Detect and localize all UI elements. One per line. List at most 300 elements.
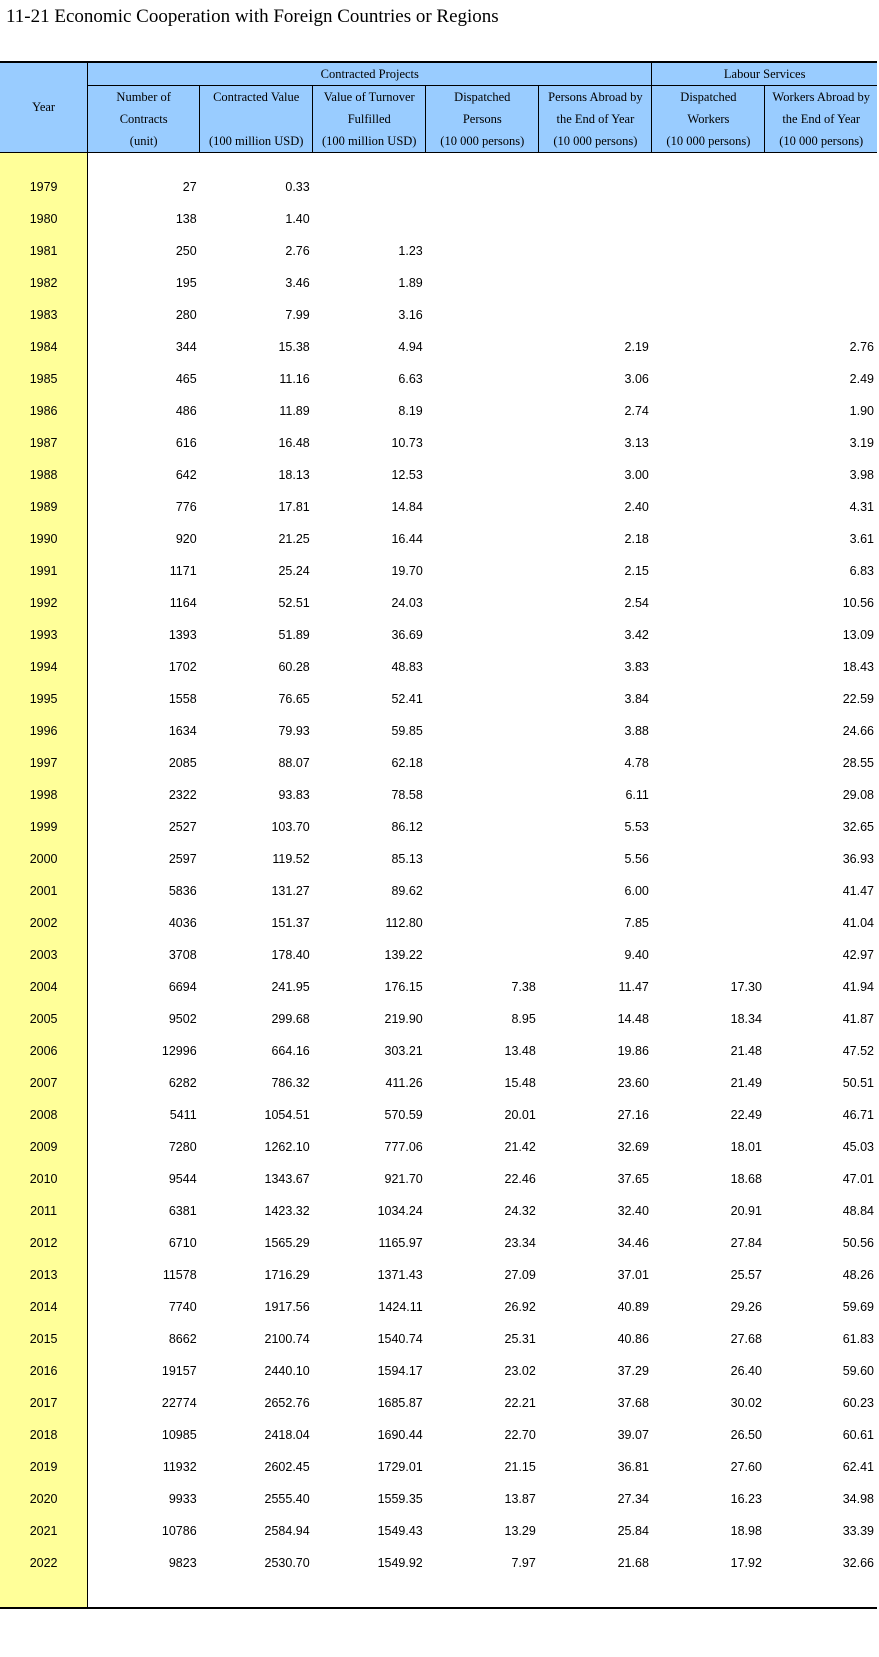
table-row [0,203,877,235]
table-header [0,62,877,153]
dispatched-workers-cell [652,747,765,779]
dispatched-persons-cell: 21.15 [504,1460,536,1474]
contracted-value-cell: 664.16 [271,1044,310,1058]
dispatched-workers-cell [652,683,765,715]
persons-abroad-end-of-year-cell: 34.46 [617,1236,649,1250]
dispatched-workers-cell: 18.01 [730,1140,762,1154]
year-cell: 2002 [0,907,88,939]
dispatched-workers-cell [652,907,765,939]
year-cell: 2012 [0,1227,88,1259]
number-of-contracts-cell: 7280 [168,1140,197,1154]
contracted-value-cell: 11.16 [279,372,310,386]
workers-abroad-end-of-year-cell: 24.66 [842,724,874,738]
year-cell: 1981 [0,235,88,267]
dispatched-persons-cell [426,395,539,427]
value-of-turnover-fulfilled-cell: 1371.43 [377,1268,423,1282]
number-of-contracts-cell: 6694 [168,980,197,994]
workers-abroad-end-of-year-cell: 2.49 [849,372,874,386]
number-of-contracts-cell: 1164 [169,596,197,610]
table-row [0,1483,877,1515]
year-cell: 2005 [0,1003,88,1035]
persons-abroad-end-of-year-cell: 21.68 [617,1556,649,1570]
contracted-value-cell: 1054.51 [264,1108,310,1122]
number-of-contracts-cell: 1171 [169,564,197,578]
table-row [0,1387,877,1419]
workers-abroad-end-of-year-cell: 4.31 [849,500,874,514]
dispatched-persons-cell [426,235,539,267]
contracted-value-cell: 2652.76 [264,1396,310,1410]
dispatched-workers-cell [652,587,765,619]
dispatched-persons-cell [426,523,539,555]
dispatched-workers-cell [652,203,765,235]
table-row [0,1131,877,1163]
number-of-contracts-cell: 1634 [168,724,197,738]
contracted-value-cell: 1716.29 [264,1268,310,1282]
value-of-turnover-fulfilled-cell: 176.15 [384,980,423,994]
contracted-value-cell: 2100.74 [264,1332,310,1346]
contracted-value-cell: 2530.70 [264,1556,310,1570]
value-of-turnover-fulfilled-column-header [313,86,426,153]
persons-abroad-end-of-year-cell: 3.06 [624,372,649,386]
dispatched-persons-cell: 7.38 [511,980,536,994]
persons-abroad-end-of-year-cell: 2.40 [624,500,649,514]
year-cell: 1984 [0,331,88,363]
contracted-value-cell: 786.32 [271,1076,310,1090]
contracted-value-cell: 1.40 [285,212,310,226]
persons-abroad-end-of-year-cell [539,267,652,299]
table-row [0,171,877,203]
number-of-contracts-cell: 4036 [168,916,197,930]
page-title: 11-21 Economic Cooperation with Foreign Countries or Regions [6,6,499,27]
table-row [0,363,877,395]
value-of-turnover-fulfilled-cell: 139.22 [384,948,423,962]
contracted-value-cell: 2555.40 [264,1492,310,1506]
dispatched-workers-cell [652,331,765,363]
bottom-cell [539,1579,652,1608]
column-header-line: Value of Turnover [323,90,415,104]
table-row [0,619,877,651]
year-cell: 1990 [0,523,88,555]
dispatched-persons-cell [426,875,539,907]
column-header-line [200,108,312,130]
value-of-turnover-fulfilled-cell: 62.18 [391,756,423,770]
year-cell: 1994 [0,651,88,683]
contracted-value-cell: 16.48 [278,436,310,450]
column-header-line: (10 000 persons) [666,134,751,148]
workers-abroad-end-of-year-cell: 29.08 [842,788,874,802]
persons-abroad-end-of-year-cell: 27.16 [617,1108,649,1122]
workers-abroad-end-of-year-cell: 1.90 [849,404,874,418]
spacer-cell [652,153,765,172]
contracted-value-cell: 299.68 [271,1012,310,1026]
bottom-cell [313,1579,426,1608]
dispatched-persons-cell: 26.92 [504,1300,536,1314]
number-of-contracts-cell: 8662 [168,1332,197,1346]
workers-abroad-end-of-year-cell: 18.43 [842,660,874,674]
persons-abroad-end-of-year-cell: 5.53 [624,820,649,834]
value-of-turnover-fulfilled-cell: 1559.35 [377,1492,423,1506]
year-cell: 1998 [0,779,88,811]
persons-abroad-end-of-year-cell: 4.78 [624,756,649,770]
contracted-value-cell: 88.07 [278,756,310,770]
workers-abroad-end-of-year-cell: 50.51 [842,1076,874,1090]
dispatched-persons-cell [426,907,539,939]
number-of-contracts-cell: 10786 [161,1524,197,1538]
persons-abroad-end-of-year-column-header [539,86,652,153]
contracted-value-cell: 151.37 [271,916,310,930]
value-of-turnover-fulfilled-cell: 52.41 [391,692,423,706]
contracted-value-cell: 0.33 [285,180,310,194]
dispatched-persons-cell: 24.32 [504,1204,536,1218]
dispatched-workers-cell: 18.34 [730,1012,762,1026]
workers-abroad-end-of-year-cell: 41.04 [842,916,874,930]
number-of-contracts-cell: 11932 [162,1460,197,1474]
value-of-turnover-fulfilled-cell: 6.63 [398,372,423,386]
persons-abroad-end-of-year-cell [539,299,652,331]
year-cell: 1979 [0,171,88,203]
dispatched-workers-cell [652,267,765,299]
dispatched-persons-cell [426,171,539,203]
persons-abroad-end-of-year-cell: 32.69 [617,1140,649,1154]
table-row [0,1195,877,1227]
dispatched-persons-cell [426,331,539,363]
column-header-line: the End of Year [782,112,861,126]
value-of-turnover-fulfilled-cell: 1549.43 [377,1524,423,1538]
persons-abroad-end-of-year-cell: 3.88 [624,724,649,738]
table-row [0,1067,877,1099]
table-row [0,683,877,715]
column-header-line: Fulfilled [347,112,391,126]
year-cell: 1996 [0,715,88,747]
year-cell: 1993 [0,619,88,651]
value-of-turnover-fulfilled-cell: 1685.87 [377,1396,423,1410]
persons-abroad-end-of-year-cell: 37.01 [617,1268,649,1282]
persons-abroad-end-of-year-cell: 40.86 [617,1332,649,1346]
number-of-contracts-cell: 2527 [168,820,197,834]
persons-abroad-end-of-year-cell: 3.00 [624,468,649,482]
value-of-turnover-fulfilled-cell: 1549.92 [377,1556,423,1570]
column-header-line: (100 million USD) [322,134,417,148]
dispatched-persons-cell [426,459,539,491]
dispatched-workers-cell [652,459,765,491]
column-header-line: Number of [116,90,171,104]
contracted-value-cell: 1262.10 [264,1140,310,1154]
workers-abroad-end-of-year-cell: 33.39 [842,1524,874,1538]
dispatched-workers-cell: 26.40 [730,1364,762,1378]
column-header-line: Dispatched [454,90,511,104]
number-of-contracts-cell: 1558 [168,692,197,706]
dispatched-persons-cell: 27.09 [504,1268,536,1282]
table-row [0,1099,877,1131]
number-of-contracts-cell: 19157 [161,1364,197,1378]
contracted-value-cell: 2602.45 [264,1460,310,1474]
table-row [0,747,877,779]
contracted-value-cell: 7.99 [285,308,310,322]
contracted-value-cell: 3.46 [285,276,310,290]
number-of-contracts-cell: 2085 [168,756,197,770]
year-cell: 2001 [0,875,88,907]
table-row [0,1227,877,1259]
year-cell: 2016 [0,1355,88,1387]
value-of-turnover-fulfilled-cell: 86.12 [391,820,423,834]
table-row [0,523,877,555]
dispatched-workers-cell [652,875,765,907]
spacer-cell [765,153,877,172]
dispatched-persons-cell [426,363,539,395]
year-cell: 2020 [0,1483,88,1515]
table-row [0,1163,877,1195]
number-of-contracts-cell: 6282 [168,1076,197,1090]
dispatched-workers-cell [652,491,765,523]
workers-abroad-end-of-year-cell: 3.61 [849,532,874,546]
persons-abroad-end-of-year-cell: 37.65 [617,1172,649,1186]
bottom-cell [765,1579,877,1608]
persons-abroad-end-of-year-cell: 2.54 [624,596,649,610]
contracted-value-cell: 15.38 [278,340,310,354]
table-row [0,1291,877,1323]
number-of-contracts-cell: 9933 [168,1492,197,1506]
table-row [0,779,877,811]
dispatched-persons-cell: 25.31 [504,1332,536,1346]
contracted-value-cell: 178.40 [271,948,310,962]
dispatched-persons-cell: 23.34 [504,1236,536,1250]
year-cell: 2022 [0,1547,88,1579]
spacer-cell [539,153,652,172]
contracted-value-cell: 93.83 [278,788,310,802]
year-cell: 1987 [0,427,88,459]
persons-abroad-end-of-year-cell: 2.19 [624,340,649,354]
workers-abroad-end-of-year-cell: 59.69 [842,1300,874,1314]
number-of-contracts-cell: 9823 [168,1556,197,1570]
table-body [0,153,877,1609]
persons-abroad-end-of-year-cell: 2.15 [624,564,649,578]
dispatched-workers-cell: 16.23 [730,1492,762,1506]
year-cell: 1999 [0,811,88,843]
contracted-value-column-header [200,86,313,153]
table-row [0,491,877,523]
table-row [0,1259,877,1291]
value-of-turnover-fulfilled-cell: 85.13 [391,852,423,866]
value-of-turnover-fulfilled-cell: 411.26 [385,1076,423,1090]
value-of-turnover-fulfilled-cell: 303.21 [384,1044,423,1058]
number-of-contracts-cell: 1702 [168,660,197,674]
persons-abroad-end-of-year-cell: 3.13 [624,436,649,450]
number-of-contracts-cell: 9502 [168,1012,197,1026]
table-row [0,811,877,843]
dispatched-workers-cell: 27.84 [730,1236,762,1250]
workers-abroad-end-of-year-cell: 41.47 [842,884,874,898]
dispatched-workers-cell: 21.49 [730,1076,762,1090]
labour-services-group-header: Labour Services [652,62,877,86]
dispatched-workers-column-header [652,86,765,153]
table-row [0,1035,877,1067]
contracted-value-cell: 25.24 [278,564,310,578]
table-row [0,1451,877,1483]
workers-abroad-end-of-year-cell: 41.87 [842,1012,874,1026]
dispatched-persons-cell [426,491,539,523]
value-of-turnover-fulfilled-cell: 1690.44 [377,1428,423,1442]
table-row [0,331,877,363]
year-column-header: Year [0,62,88,153]
number-of-contracts-cell: 250 [175,244,197,258]
value-of-turnover-fulfilled-cell: 12.53 [391,468,423,482]
number-of-contracts-cell: 11578 [162,1268,197,1282]
dispatched-workers-cell [652,843,765,875]
workers-abroad-end-of-year-cell [765,203,877,235]
table-row [0,843,877,875]
spacer-cell [313,153,426,172]
workers-abroad-end-of-year-cell: 3.98 [849,468,874,482]
contracted-value-cell: 11.89 [279,404,310,418]
year-cell: 2010 [0,1163,88,1195]
value-of-turnover-fulfilled-cell: 19.70 [391,564,423,578]
table-row [0,1323,877,1355]
spacer-cell [426,153,539,172]
number-of-contracts-cell: 195 [175,276,197,290]
contracted-value-cell: 103.70 [271,820,310,834]
year-cell: 2011 [0,1195,88,1227]
dispatched-workers-cell: 21.48 [730,1044,762,1058]
dispatched-workers-cell: 29.26 [730,1300,762,1314]
column-header-line: Persons [462,112,502,126]
contracted-value-cell: 76.65 [278,692,310,706]
dispatched-persons-cell: 13.87 [504,1492,536,1506]
dispatched-workers-cell [652,235,765,267]
contracted-value-cell: 17.81 [278,500,310,514]
table-row [0,1419,877,1451]
workers-abroad-end-of-year-cell: 61.83 [842,1332,874,1346]
workers-abroad-end-of-year-cell [765,267,877,299]
table-row [0,235,877,267]
table-row [0,555,877,587]
table-row [0,1355,877,1387]
number-of-contracts-cell: 12996 [161,1044,197,1058]
persons-abroad-end-of-year-cell: 5.56 [624,852,649,866]
dispatched-persons-cell: 13.48 [504,1044,536,1058]
dispatched-workers-cell [652,523,765,555]
persons-abroad-end-of-year-cell: 23.60 [617,1076,649,1090]
dispatched-workers-cell: 30.02 [730,1396,762,1410]
column-header-line: (10 000 persons) [440,134,525,148]
contracted-value-cell: 51.89 [278,628,310,642]
workers-abroad-end-of-year-cell: 13.09 [842,628,874,642]
value-of-turnover-fulfilled-cell: 10.73 [391,436,423,450]
table-row [0,299,877,331]
contracted-value-cell: 1565.29 [264,1236,310,1250]
dispatched-workers-cell: 27.68 [730,1332,762,1346]
dispatched-persons-cell [426,779,539,811]
spacer-cell [200,153,313,172]
persons-abroad-end-of-year-cell: 7.85 [624,916,649,930]
spacer-row [0,153,877,172]
year-cell: 2004 [0,971,88,1003]
workers-abroad-end-of-year-cell: 46.71 [842,1108,874,1122]
value-of-turnover-fulfilled-cell: 14.84 [391,500,423,514]
year-cell: 2015 [0,1323,88,1355]
value-of-turnover-fulfilled-cell: 24.03 [391,596,423,610]
dispatched-persons-cell: 8.95 [511,1012,536,1026]
dispatched-persons-column-header [426,86,539,153]
contracted-value-cell: 2584.94 [264,1524,310,1538]
number-of-contracts-cell: 642 [175,468,197,482]
value-of-turnover-fulfilled-cell: 1.89 [398,276,423,290]
spacer-cell [0,153,88,172]
dispatched-persons-cell [426,619,539,651]
persons-abroad-end-of-year-cell: 39.07 [617,1428,649,1442]
bottom-cell [426,1579,539,1608]
contracted-value-cell: 60.28 [278,660,310,674]
workers-abroad-end-of-year-cell: 47.01 [842,1172,874,1186]
number-of-contracts-cell: 3708 [168,948,197,962]
contracted-projects-group-header: Contracted Projects [88,62,652,86]
persons-abroad-end-of-year-cell: 32.40 [617,1204,649,1218]
table-row [0,651,877,683]
workers-abroad-end-of-year-cell: 60.61 [842,1428,874,1442]
workers-abroad-end-of-year-cell: 41.94 [842,980,874,994]
dispatched-workers-cell [652,427,765,459]
workers-abroad-end-of-year-cell: 59.60 [842,1364,874,1378]
year-cell: 1995 [0,683,88,715]
year-cell: 2003 [0,939,88,971]
column-header-line: Workers Abroad by [772,90,871,104]
value-of-turnover-fulfilled-cell: 48.83 [391,660,423,674]
workers-abroad-end-of-year-cell [765,299,877,331]
column-header-line: Dispatched [680,90,737,104]
number-of-contracts-cell: 776 [175,500,197,514]
value-of-turnover-fulfilled-cell: 777.06 [384,1140,423,1154]
workers-abroad-end-of-year-cell: 45.03 [842,1140,874,1154]
persons-abroad-end-of-year-cell: 3.84 [624,692,649,706]
column-header-line: Contracts [119,112,168,126]
statistics-table [0,61,877,1609]
year-cell: 1997 [0,747,88,779]
value-of-turnover-fulfilled-cell: 1594.17 [377,1364,423,1378]
number-of-contracts-cell: 5411 [169,1108,197,1122]
contracted-value-cell: 2.76 [285,244,310,258]
year-cell: 2018 [0,1419,88,1451]
workers-abroad-end-of-year-cell: 50.56 [842,1236,874,1250]
value-of-turnover-fulfilled-cell: 921.70 [384,1172,423,1186]
number-of-contracts-cell: 6710 [168,1236,197,1250]
dispatched-workers-cell: 18.68 [730,1172,762,1186]
workers-abroad-end-of-year-cell: 2.76 [849,340,874,354]
year-cell: 2009 [0,1131,88,1163]
column-header-line: Workers [687,112,730,126]
dispatched-workers-cell [652,715,765,747]
year-cell: 1989 [0,491,88,523]
number-of-contracts-cell: 138 [175,212,197,226]
persons-abroad-end-of-year-cell: 3.83 [624,660,649,674]
contracted-value-cell: 241.95 [271,980,310,994]
persons-abroad-end-of-year-cell: 6.00 [624,884,649,898]
dispatched-persons-cell [426,587,539,619]
column-header-line: (10 000 persons) [553,134,638,148]
persons-abroad-end-of-year-cell: 9.40 [624,948,649,962]
value-of-turnover-fulfilled-cell: 3.16 [398,308,423,322]
value-of-turnover-fulfilled-cell: 219.90 [384,1012,423,1026]
column-header-line: (100 million USD) [208,134,304,148]
year-cell: 1982 [0,267,88,299]
value-of-turnover-fulfilled-cell: 78.58 [391,788,423,802]
dispatched-persons-cell: 23.02 [504,1364,536,1378]
value-of-turnover-fulfilled-cell: 89.62 [391,884,423,898]
contracted-value-cell: 1423.32 [264,1204,310,1218]
workers-abroad-end-of-year-cell: 32.65 [842,820,874,834]
workers-abroad-end-of-year-cell: 36.93 [842,852,874,866]
persons-abroad-end-of-year-cell: 3.42 [624,628,649,642]
dispatched-persons-cell [426,683,539,715]
year-cell: 2021 [0,1515,88,1547]
